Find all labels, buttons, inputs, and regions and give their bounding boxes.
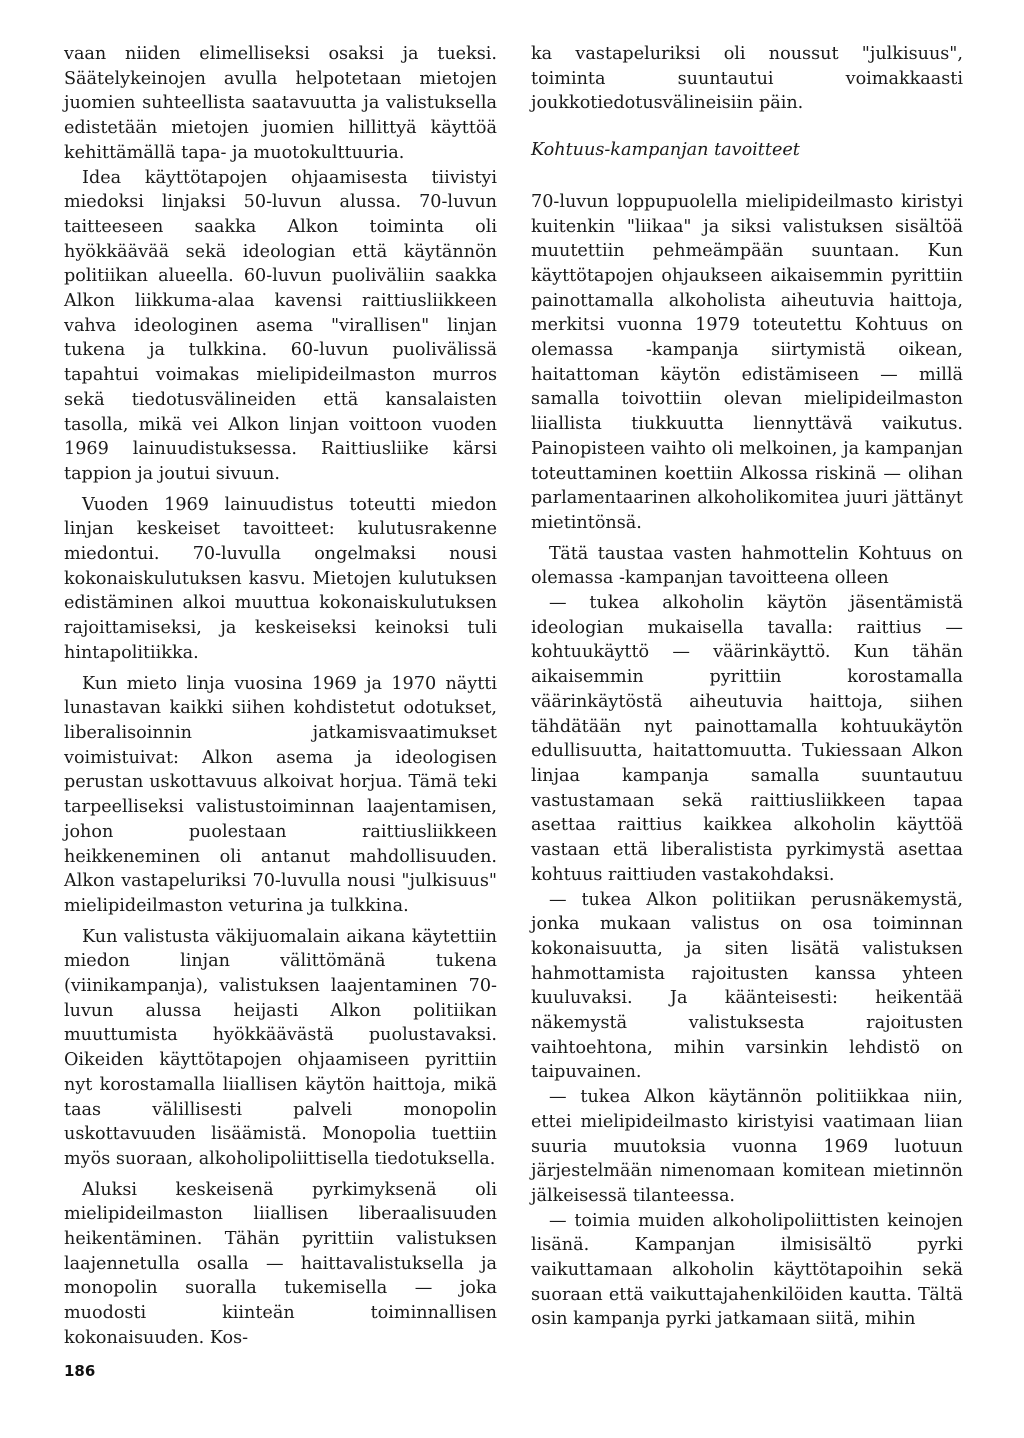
left-paragraph-5: Kun valistusta väkijuomalain aikana käytettiin miedon linjan välittömänä tukena (viinikampanja), valistuksen laajentaminen 70-luvun alussa heijasti Alkon politiikan muuttumista hyökkäävästä puolustavaksi. Oikeiden käyttötapojen ohjaamiseen pyrittiin nyt korostamalla liiallisen käytön haittoja, mikä taas välillisesti palveli monopolin uskottavuuden lisäämistä. Monopolia tuettiin myös suoraan, alkoholipoliittisella tiedotuksella. [64, 926, 497, 1169]
right-column [531, 42, 963, 1332]
right-paragraph-1: 70-luvun loppupuolella mielipideilmasto kiristyi kuitenkin "liikaa" ja siksi valistuksen sisältöä muutettiin pehmeämpään suuntaan. Kun käyttötapojen ohjaukseen aikaisemmin pyrittiin painottamalla alkoholista aiheutuvia haittoja, merkitsi vuonna 1979 toteutettu Kohtuus on olemassa -kampanja siirtymistä oikean, haitattoman käytön edistämiseen — millä samalla toivottiin olevan mielipideilmaston liiallista tiukkuutta liennyttävä vaikutus. Painopisteen vaihto oli melkoinen, ja kampanjan toteuttaminen koettiin Alkossa riskinä — olihan parlamentaarinen alkoholikomitea juuri jättänyt mietintönsä. [531, 191, 963, 533]
left-paragraph-3: Vuoden 1969 lainuudistus toteutti miedon linjan keskeiset tavoitteet: kulutusrakenne miedontui. 70-luvulla ongelmaksi nousi kokonaiskulutuksen kasvu. Mietojen kulutuksen edistäminen alkoi muuttua kokonaiskulutuksen rajoittamiseksi, ja keskeiseksi keinoksi tuli hintapolitiikka. [64, 494, 497, 663]
right-paragraph-4: — tukea Alkon politiikan perusnäkemystä, jonka mukaan valistus on osa toiminnan kokonaisuutta, ja siten lisätä valistuksen hahmottamista rajoitusten kanssa yhteen kuuluvaksi. Ja käänteisesti: heikentää näkemystä valistuksesta rajoitusten vaihtoehtona, mihin varsinkin lehdistö on taipuvainen. [531, 889, 963, 1083]
left-paragraph-1: vaan niiden elimelliseksi osaksi ja tueksi. Säätelykeinojen avulla helpotetaan mietojen juomien suhteellista saatavuutta ja valistuksella edistetään mietojen juomien hillittyä käyttöä kehittämällä tapa- ja muotokulttuuria. [64, 44, 497, 163]
page-number: 186 [64, 1362, 96, 1380]
right-intro-paragraph: ka vastapeluriksi oli noussut "julkisuus", toiminta suuntautui voimakkaasti joukkotiedotusvälineisiin päin. [531, 44, 963, 114]
left-paragraph-4: Kun mieto linja vuosina 1969 ja 1970 näytti lunastavan kaikki siihen kohdistetut odotukset, liberalisoinnin jatkamisvaatimukset voimistuivat: Alkon asema ja ideologisen perustan uskottavuus alkoivat horjua. Tämä teki tarpeelliseksi valistustoiminnan laajentamisen, johon puolestaan raittiusliikkeen heikkeneminen oli antanut mahdollisuuden. Alkon vastapeluriksi 70-luvulla nousi "julkisuus" mielipideilmaston veturina ja tulkkina. [64, 673, 497, 916]
left-column [64, 42, 497, 1351]
right-paragraph-3: — tukea alkoholin käytön jäsentämistä ideologian mukaisella tavalla: raittius — kohtuukäyttö — väärinkäyttö. Kun tähän aikaisemmin pyrittiin korostamalla väärinkäytöstä aiheutuvia haittoja, siihen tähdätään nyt painottamalla kohtuukäytön edullisuutta, haitattomuutta. Tukiessaan Alkon linjaa kampanja samalla suuntautuu vastustamaan sekä raittiusliikkeen tapaa asettaa raittius kaikkea alkoholin käyttöä vastaan että liberalistista pyrkimystä asettaa kohtuus raittiuden vastakohdaksi. [531, 593, 963, 885]
right-paragraph-2: Tätä taustaa vasten hahmottelin Kohtuus on olemassa -kampanjan tavoitteena olleen [531, 543, 963, 589]
left-paragraph-6: Aluksi keskeisenä pyrkimyksenä oli mielipideilmaston liiallisen liberaalisuuden heikentäminen. Tähän pyrittiin valistuksen laajennetulla osalla — haittavalistuksella ja monopolin suoralla tukemisella — joka muodosti kiinteän toiminnallisen kokonaisuuden. Kos- [64, 1179, 497, 1348]
right-paragraph-5: — tukea Alkon käytännön politiikkaa niin, ettei mielipideilmasto kiristyisi vaatimaan liian suuria muutoksia vuonna 1969 luotuun järjestelmään nimenomaan komitean mietinnön jälkeisessä tilanteessa. [531, 1087, 963, 1206]
right-paragraph-6: — toimia muiden alkoholipoliittisten keinojen lisänä. Kampanjan ilmisisältö pyrki vaikuttamaan alkoholin käyttötapoihin sekä suoraan että vaikuttajahenkilöiden kautta. Tältä osin kampanja pyrki jatkamaan siitä, mihin [531, 1210, 963, 1330]
section-heading: Kohtuus-kampanjan tavoitteet [531, 140, 800, 161]
left-paragraph-2: Idea käyttötapojen ohjaamisesta tiivistyi miedoksi linjaksi 50-luvun alussa. 70-luvun taitteeseen saakka Alkon toiminta oli hyökkäävää sekä ideologian että käytännön politiikan alueella. 60-luvun puoliväliin saakka Alkon liikkuma-alaa kavensi raittiusliikkeen vahva ideologinen asema "virallisen" linjan tukena ja tulkkina. 60-luvun puolivälissä tapahtui voimakas mielipideilmaston murros sekä tiedotusvälineiden että kansalaisten tasolla, mikä vei Alkon linjan voittoon vuoden 1969 lainuudistuksessa. Raittiusliike kärsi tappion ja joutui sivuun. [64, 167, 497, 484]
